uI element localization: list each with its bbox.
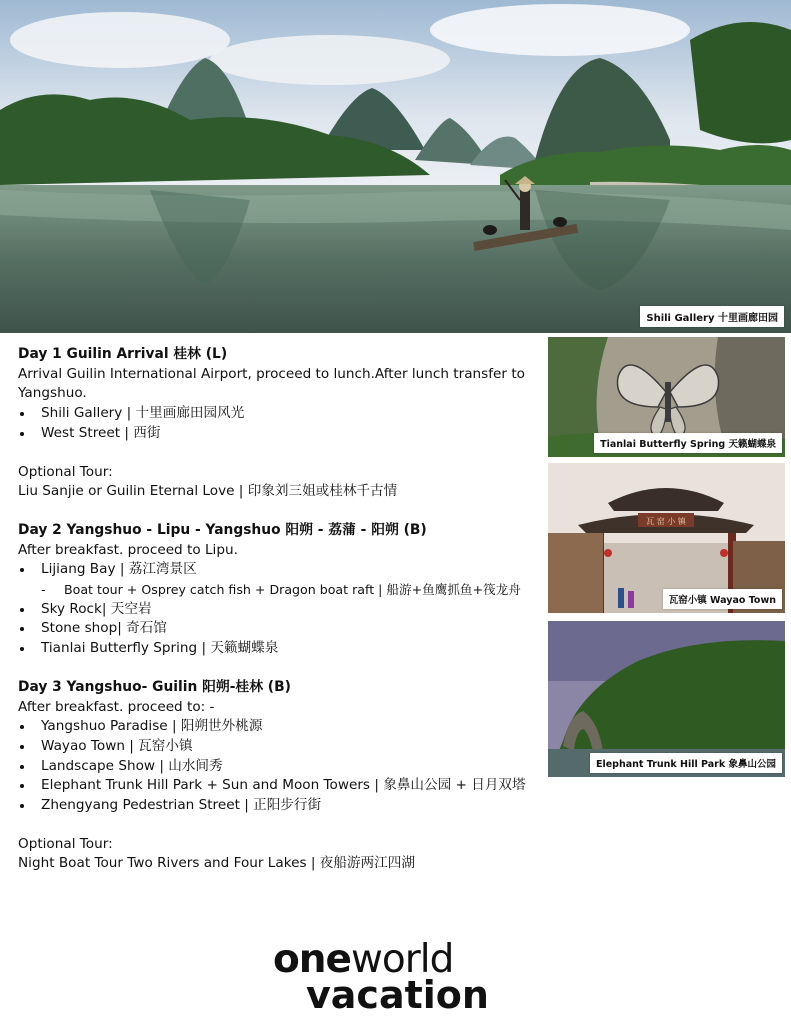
day-1-optional-tour: Liu Sanjie or Guilin Eternal Love | 印象刘三姐或桂林千古情 [18,483,398,500]
hero-caption: Shili Gallery 十里画廊田园 [640,306,784,327]
day-3-optional-label: Optional Tour: [18,835,113,852]
list-item: Landscape Show | 山水间秀 [18,757,538,777]
day-3-intro: After breakfast. proceed to: - [18,698,215,715]
photo-caption-wayao-town: 瓦窑小镇 Wayao Town [663,589,782,609]
list-item: West Street | 西街 [18,424,538,444]
day-3-list [18,717,538,816]
day-2-intro: After breakfast. proceed to Lipu. [18,541,238,558]
day-1-optional-label: Optional Tour: [18,463,113,480]
day-3-optional-tour: Night Boat Tour Two Rivers and Four Lakes | 夜船游两江四湖 [18,855,415,872]
day-1-title: Day 1 Guilin Arrival 桂林 (L) [18,346,228,362]
day-1-section [18,345,538,502]
logo-one: one [273,937,352,982]
list-item: Shili Gallery | 十里画廊田园风光 [18,404,538,424]
list-item: Yangshuo Paradise | 阳朔世外桃源 [18,717,538,737]
photo-elephant-trunk-hill [548,621,785,777]
list-item: Stone shop| 奇石馆 [18,619,538,639]
day-1-list [18,404,538,443]
itinerary [18,345,538,874]
day-1-intro: Arrival Guilin International Airport, proceed to lunch.After lunch transfer to Yangshuo. [18,365,525,402]
logo-world: world [351,937,454,982]
list-item: Elephant Trunk Hill Park + Sun and Moon Towers | 象鼻山公园 + 日月双塔 [18,776,538,796]
photo-caption-butterfly-spring: Tianlai Butterfly Spring 天籁蝴蝶泉 [594,433,782,453]
list-item: Sky Rock| 天空岩 [18,600,538,620]
photo-caption-elephant-trunk-hill: Elephant Trunk Hill Park 象鼻山公园 [590,753,782,773]
logo-vacation: vacation [306,973,489,1017]
hero-landscape-illustration [0,0,791,333]
hero-photo-shili-gallery [0,0,791,333]
photo-butterfly-spring [548,337,785,457]
list-item: Wayao Town | 瓦窑小镇 [18,737,538,757]
sub-list-item: - Boat tour + Osprey catch fish + Dragon boat raft | 船游+鱼鹰抓鱼+筏龙舟 [18,580,538,600]
day-2-section [18,521,538,659]
list-item: Tianlai Butterfly Spring | 天籁蝴蝶泉 [18,639,538,659]
day-2-list-cont [18,600,538,659]
photo-wayao-town [548,463,785,613]
day-2-sublist [18,580,538,600]
day-2-title: Day 2 Yangshuo - Lipu - Yangshuo 阳朔 - 荔蒲 - 阳朔 (B) [18,521,427,538]
list-item: Lijiang Bay | 荔江湾景区 [18,560,538,580]
day-3-title: Day 3 Yangshuo- Guilin 阳朔-桂林 (B) [18,678,291,695]
day-3-section [18,678,538,874]
list-item: Zhengyang Pedestrian Street | 正阳步行街 [18,796,538,816]
gate-sign-text: 瓦 窑 小 镇 [646,517,686,526]
day-2-list [18,560,538,580]
oneworld-vacation-logo [273,937,533,1017]
